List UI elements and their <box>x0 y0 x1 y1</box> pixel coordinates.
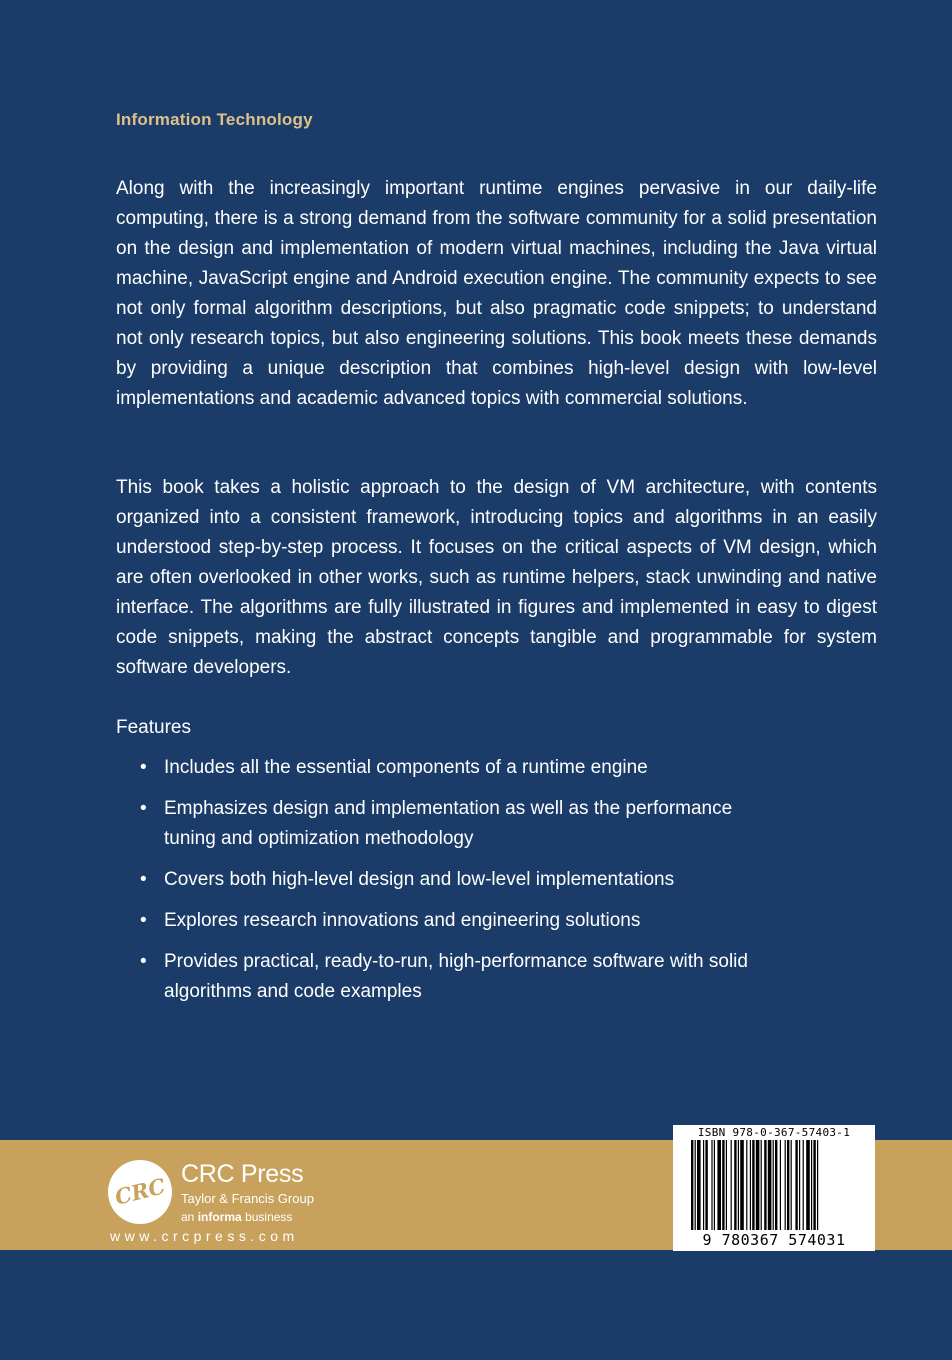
feature-item <box>116 794 776 854</box>
feature-item <box>116 947 776 1007</box>
feature-text: Emphasizes design and implementation as well as the performance tuning and optimization methodology <box>164 798 733 849</box>
bullet-icon: • <box>140 910 147 931</box>
feature-text: Provides practical, ready-to-run, high-performance software with solid algorithms and code examples <box>164 951 748 1002</box>
barcode <box>673 1125 875 1251</box>
bullet-icon: • <box>140 757 147 778</box>
barcode-bars-icon <box>691 1140 857 1230</box>
feature-item <box>116 753 776 783</box>
isbn-label: ISBN 978-0-367-57403-1 <box>697 1126 851 1139</box>
feature-text: Explores research innovations and engineering solutions <box>164 910 641 931</box>
bullet-icon: • <box>140 869 147 890</box>
features-list <box>116 753 776 1018</box>
description-paragraph-1: Along with the increasingly important runtime engines pervasive in our daily-life computing, there is a strong demand from the software community for a solid presentation on the design and implementation of modern virtual machines, including the Java virtual machine, JavaScript engine and Android execution engine. The community expects to see not only formal algorithm descriptions, but also pragmatic code snippets; to understand not only research topics, but also engineering solutions. This book meets these demands by providing a unique description that combines high-level design with low-level implementations and academic advanced topics with commercial solutions. <box>116 178 877 409</box>
feature-text: Includes all the essential components of a runtime engine <box>164 757 648 778</box>
description-paragraph-2: This book takes a holistic approach to the design of VM architecture, with contents organized into a consistent framework, introducing topics and algorithms in an easily understood step-by-step process. It focuses on the critical aspects of VM design, which are often overlooked in other works, such as runtime helpers, stack unwinding and native interface. The algorithms are fully illustrated in figures and implemented in easy to digest code snippets, making the abstract concepts tangible and programmable for system software developers. <box>116 477 877 678</box>
publisher-group: Taylor & Francis Group <box>181 1191 314 1206</box>
business-suffix: business <box>245 1210 293 1224</box>
business-prefix: an <box>181 1210 195 1224</box>
crc-logo-letters: CRC <box>112 1173 168 1210</box>
bullet-icon: • <box>140 951 147 972</box>
crc-logo-icon <box>108 1160 172 1224</box>
publisher-business-line <box>181 1210 292 1224</box>
category-label: Information Technology <box>116 110 313 129</box>
business-brand: informa <box>197 1210 242 1224</box>
publisher-url: www.crcpress.com <box>110 1228 299 1244</box>
feature-item <box>116 865 776 895</box>
bullet-icon: • <box>140 798 147 819</box>
barcode-digits: 9 780367 574031 <box>702 1231 846 1249</box>
features-heading: Features <box>116 717 191 738</box>
feature-text: Covers both high-level design and low-level implementations <box>164 869 675 890</box>
feature-item <box>116 906 776 936</box>
publisher-name: CRC Press <box>181 1160 304 1188</box>
